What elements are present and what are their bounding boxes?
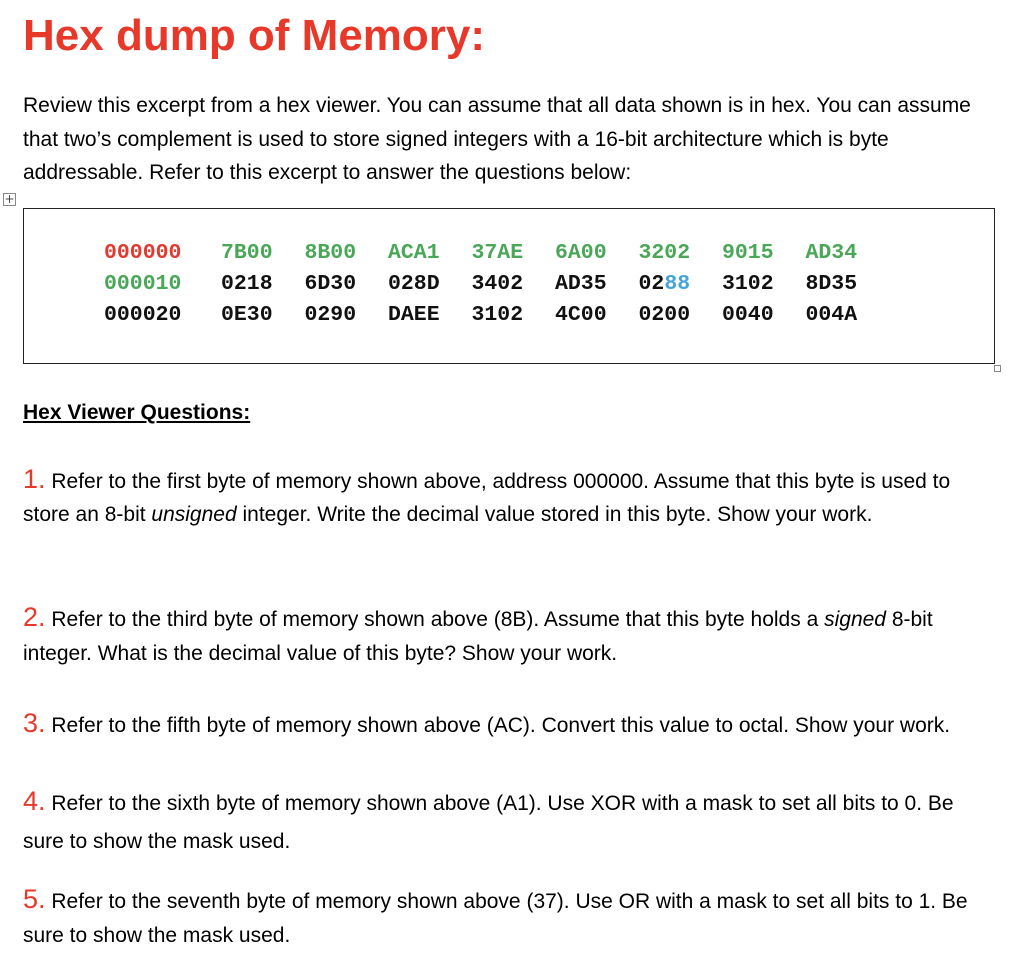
hex-word: AD34 (805, 241, 858, 265)
hex-address: 000000 (104, 241, 182, 265)
hex-word: 0200 (638, 303, 691, 327)
hex-word: ACA1 (388, 241, 440, 265)
question-number: 4. (23, 786, 46, 816)
question-2 (23, 600, 998, 671)
hex-dump-rows (104, 238, 889, 331)
hex-word: 37AE (471, 241, 524, 265)
page-title: Hex dump of Memory: (23, 11, 486, 60)
question-text: Refer to the first byte of memory shown above, address 000000. Assume that this byte is used to store an 8-bit (23, 470, 951, 526)
hex-row (104, 238, 889, 269)
question-text: Refer to the sixth byte of memory shown above (A1). Use XOR with a mask to set all bits to 0. Be sure to show the mask used. (23, 792, 954, 853)
hex-word: DAEE (388, 303, 440, 327)
hex-word: 3102 (471, 303, 524, 327)
hex-word: 0290 (304, 303, 357, 327)
hex-word: 3402 (471, 272, 524, 296)
intro-paragraph: Review this excerpt from a hex viewer. You can assume that all data shown is in hex. You can assume that two’s complement is used to store signed integers with a 16-bit architecture which is byte addressable. Refer to this excerpt to answer the questions below: (23, 94, 971, 184)
question-text: Refer to the fifth byte of memory shown above (AC). Convert this value to octal. Show your work. (45, 714, 951, 737)
question-5 (23, 882, 998, 953)
hex-word: 004A (805, 303, 858, 327)
hex-word: 6D30 (304, 272, 357, 296)
hex-word: 0218 (221, 272, 273, 296)
question-number: 3. (23, 708, 46, 738)
section-heading: Hex Viewer Questions: (23, 401, 251, 424)
question-text: Refer to the seventh byte of memory shown above (37). Use OR with a mask to set all bits to 1. Be sure to show the mask used. (23, 890, 968, 947)
hex-word-prefix: 02 (638, 272, 665, 296)
hex-row (104, 300, 889, 331)
hex-word: 8B00 (304, 241, 357, 265)
hex-word-highlight: 88 (664, 272, 691, 296)
hex-word: 3202 (638, 241, 691, 265)
hex-row (104, 269, 889, 300)
table-move-handle-icon[interactable]: + (4, 192, 15, 206)
question-3 (23, 706, 998, 743)
hex-address: 000010 (104, 272, 182, 296)
table-resize-handle[interactable] (994, 365, 1001, 372)
question-text: 8-bit integer. What is the decimal value of this byte? Show your work. (23, 608, 933, 665)
question-4 (23, 782, 998, 861)
hex-address: 000020 (104, 303, 182, 327)
hex-word: 8D35 (805, 272, 858, 296)
question-text: integer. Write the decimal value stored in this byte. Show your work. (236, 503, 873, 526)
hex-word: 0E30 (221, 303, 273, 327)
hex-word: 0040 (722, 303, 774, 327)
question-emphasis: signed (824, 608, 886, 631)
hex-word: 6A00 (555, 241, 607, 265)
question-1 (23, 463, 998, 531)
hex-word: AD35 (555, 272, 607, 296)
hex-word: 7B00 (221, 241, 273, 265)
question-number: 1. (23, 464, 46, 494)
hex-word: 3102 (722, 272, 774, 296)
question-emphasis: unsigned (151, 503, 237, 526)
hex-word-highlighted (639, 269, 723, 300)
hex-word: 4C00 (555, 303, 607, 327)
hex-word: 9015 (722, 241, 774, 265)
hex-word: 028D (388, 272, 440, 296)
question-text: Refer to the third byte of memory shown above (8B). Assume that this byte holds a (45, 608, 825, 631)
question-number: 5. (23, 884, 46, 914)
question-number: 2. (23, 602, 46, 632)
hex-dump-box (23, 208, 995, 364)
